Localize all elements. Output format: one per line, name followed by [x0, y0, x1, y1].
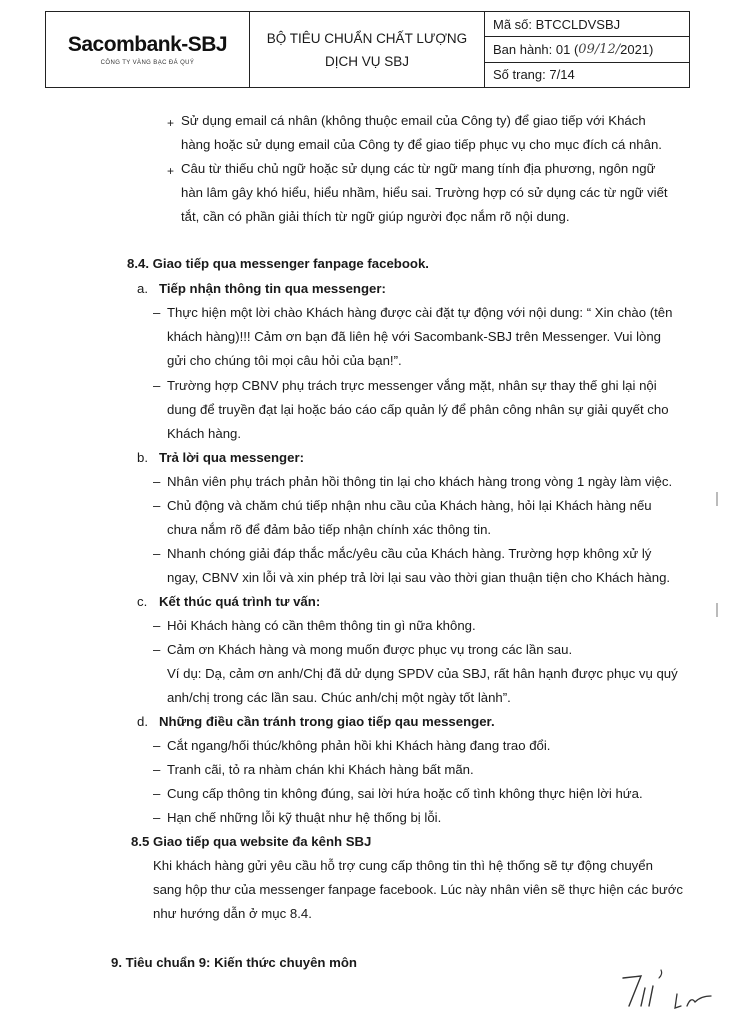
text-line: Sử dụng email cá nhân (không thuộc email của Công ty) để giao tiếp với Khách — [181, 113, 646, 128]
text-line: Hạn chế những lỗi kỹ thuật như hệ thống bị lỗi. — [167, 810, 442, 825]
text-line: như hướng dẫn ở mục 8.4. — [153, 906, 312, 921]
document-title-line2: DỊCH VỤ SBJ — [324, 53, 409, 69]
text-line: Câu từ thiếu chủ ngữ hoặc sử dụng các từ ngữ mang tính địa phương, ngôn ngữ — [181, 161, 656, 176]
text-line: sang hộp thư của messenger fanpage facebook. Lúc này nhân viên sẽ thực hiện các bước — [153, 882, 683, 897]
dash-bullet: – — [153, 738, 161, 753]
handwritten-date: 09/12/ — [578, 41, 621, 57]
text-line: Khách hàng. — [167, 426, 242, 441]
text-line: dung để truyền đạt lại hoặc báo cáo cấp quản lý để phân công nhân sự giải quyết cho — [167, 402, 669, 417]
dash-bullet: – — [153, 642, 161, 657]
dash-bullet: – — [153, 378, 161, 393]
scan-mark — [716, 603, 718, 617]
document-meta-cell — [485, 12, 689, 87]
dash-bullet: – — [153, 474, 161, 489]
section-heading: 8.4. Giao tiếp qua messenger fanpage facebook. — [127, 256, 429, 271]
text-line: chưa nắm rõ để đảm bảo tiếp nhận chính xác thông tin. — [167, 522, 492, 537]
company-logo: Sacombank-SBJ — [67, 33, 228, 56]
subsection-heading: Tiếp nhận thông tin qua messenger: — [159, 281, 386, 296]
dash-bullet: – — [153, 546, 161, 561]
text-line: Khi khách hàng gửi yêu cầu hỗ trợ cung cấp thông tin thì hệ thống sẽ tự động chuyển — [153, 858, 653, 873]
text-line: hàn lâm gây khó hiểu, hiểu nhầm, hiểu sai. Trường hợp có sử dụng các từ ngữ viết — [181, 185, 668, 200]
text-line: Chủ động và chăm chú tiếp nhận nhu cầu của Khách hàng, hỏi lại Khách hàng nếu — [167, 498, 652, 513]
text-line: tắt, cần có phần giải thích từ ngữ giúp người đọc nắm rõ nội dung. — [181, 209, 570, 224]
text-line: Thực hiện một lời chào Khách hàng được cài đặt tự động với nội dung: “ Xin chào (tên — [167, 305, 673, 320]
document-title-cell — [250, 12, 485, 87]
subsection-heading: Kết thúc quá trình tư vấn: — [159, 594, 321, 609]
text-line: Cung cấp thông tin không đúng, sai lời hứa hoặc cố tình không thực hiện lời hứa. — [167, 786, 643, 801]
text-line: Hỏi Khách hàng có cần thêm thông tin gì nữa không. — [167, 618, 476, 633]
text-line: Nhanh chóng giải đáp thắc mắc/yêu cầu của Khách hàng. Trường hợp không xử lý — [167, 546, 652, 561]
company-subtitle: CÔNG TY VÀNG BẠC ĐÁ QUÝ — [100, 60, 195, 66]
item-label: b. — [137, 450, 148, 465]
section-heading: 8.5 Giao tiếp qua website đa kênh SBJ — [131, 834, 372, 849]
item-label: c. — [137, 594, 148, 609]
logo-cell — [46, 12, 250, 87]
subsection-heading: Trả lời qua messenger: — [159, 450, 304, 465]
document-issue: Ban hành: 01 ( 09/12/ 2021) — [485, 37, 689, 62]
plus-bullet: + — [167, 164, 175, 178]
text-line: Trường hợp CBNV phụ trách trực messenger vắng mặt, nhân sự thay thế ghi lại nội — [167, 378, 657, 393]
dash-bullet: – — [153, 305, 161, 320]
text-line: Cảm ơn Khách hàng và mong muốn được phục vụ trong các lần sau. — [167, 642, 573, 657]
text-line: ngay, CBNV xin lỗi và xin phép trả lời lại sau vào thời gian thuận tiện cho Khách hàng. — [167, 570, 671, 585]
handwritten-initials — [615, 966, 725, 1016]
text-line: Nhân viên phụ trách phản hồi thông tin lại cho khách hàng trong vòng 1 ngày làm việc. — [167, 474, 673, 489]
subsection-heading: Những điều cần tránh trong giao tiếp qau messenger. — [159, 714, 495, 729]
dash-bullet: – — [153, 498, 161, 513]
scan-mark — [716, 492, 718, 506]
plus-bullet: + — [167, 116, 175, 130]
item-label: a. — [137, 281, 148, 296]
text-line: anh/chị trong các lần sau. Chúc anh/chị một ngày tốt lành”. — [167, 690, 511, 705]
text-line: hàng hoặc sử dụng email của Công ty để giao tiếp phục vụ cho mục đích cá nhân. — [181, 137, 662, 152]
dash-bullet: – — [153, 618, 161, 633]
item-label: d. — [137, 714, 148, 729]
document-title-line1: BỘ TIÊU CHUẨN CHẤT LƯỢNG — [266, 30, 468, 46]
dash-bullet: – — [153, 762, 161, 777]
text-line: Cắt ngang/hối thúc/không phản hồi khi Khách hàng đang trao đổi. — [167, 738, 551, 753]
document-pages: Số trang: 7/14 — [493, 67, 575, 83]
document-header — [45, 11, 690, 88]
text-line: Tranh cãi, tỏ ra nhàm chán khi Khách hàng bất mãn. — [167, 762, 474, 777]
section-heading: 9. Tiêu chuẩn 9: Kiến thức chuyên môn — [111, 955, 357, 970]
dash-bullet: – — [153, 810, 161, 825]
dash-bullet: – — [153, 786, 161, 801]
text-line: Ví dụ: Dạ, cảm ơn anh/Chị đã dử dụng SPDV của SBJ, rất hân hạnh được phục vụ quý — [167, 666, 678, 681]
document-code: Mã số: BTCCLDVSBJ — [485, 12, 689, 37]
text-line: khách hàng)!!! Cảm ơn bạn đã liên hệ với Sacombank-SBJ trên Messenger. Vui lòng — [167, 329, 662, 344]
text-line: gửi cho chúng tôi mọi câu hỏi của bạn!”. — [167, 353, 402, 368]
